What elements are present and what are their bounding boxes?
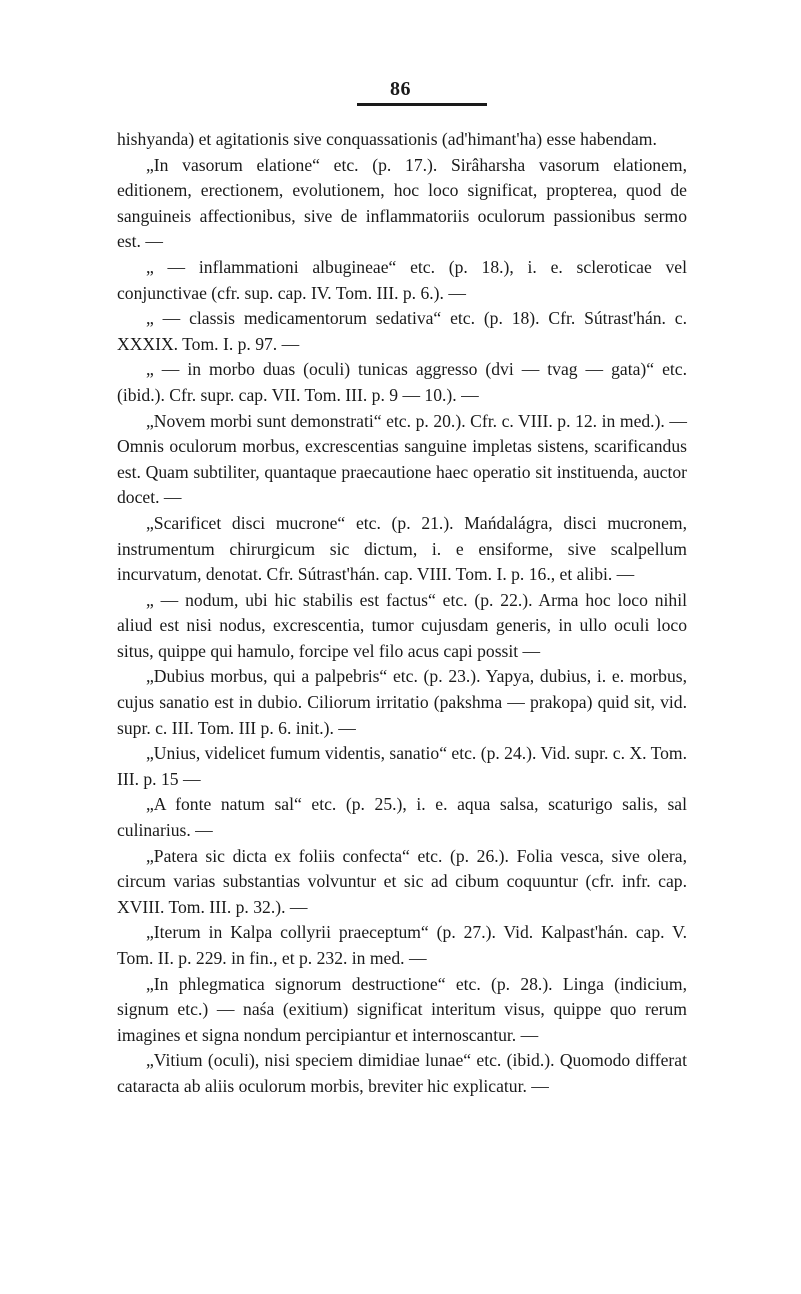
page-number: 86 [390,78,411,100]
paragraph: „Iterum in Kalpa collyrii praeceptum“ (p. 27.). Vid. Kalpast'hán. cap. V. Tom. II. p. 229. in fin., et p. 232. in med. — [117,922,687,968]
paragraph: „ — nodum, ubi hic stabilis est factus“ etc. (p. 22.). Arma hoc loco nihil aliud est nisi nodus, excrescentia, tumor cujusdam generis, in ullo oculi loco situs, quippe qui hamulo, forcipe vel filo acus capi possit — [117,589,687,661]
header-rule [357,103,487,106]
paragraph: „Vitium (oculi), nisi speciem dimidiae lunae“ etc. (ibid.). Quomodo differat cataracta ab aliis oculorum morbis, breviter hic explicatur. — [117,1050,687,1096]
paragraph: „A fonte natum sal“ etc. (p. 25.), i. e. aqua salsa, scaturigo salis, sal culinarius. — [117,794,687,841]
paragraph: „Scarificet disci mucrone“ etc. (p. 21.). Mańdalágra, disci mucronem, instrumentum chirurgicum sic dictum, i. e ensiforme, sive scalpellum incurvatum, denotat. Cfr. Sútrast'hán. cap. VIII. Tom. I. p. 16., et alibi. — [117,512,687,585]
paragraph: „In vasorum elatione“ etc. (p. 17.). Sirâharsha vasorum elationem, editionem, erectionem, evolutionem, hoc loco significat, propterea, quod de sanguineis affectionibus, sive de inflammatoriis oculorum passionibus sermo est. — [117,154,687,252]
paragraph: „Unius, videlicet fumum videntis, sanatio“ etc. (p. 24.). Vid. supr. c. X. Tom. III. p. 15 — [117,743,687,789]
paragraph: „Patera sic dicta ex foliis confecta“ etc. (p. 26.). Folia vesca, sive olera, circum varias substantias volvuntur et sic ad cibum coquuntur (cfr. infr. cap. XVIII. Tom. III. p. 32.). — [117,845,687,917]
paragraph: „Novem morbi sunt demonstrati“ etc. p. 20.). Cfr. c. VIII. p. 12. in med.). — Omnis oculorum morbus, excrescentias sanguine impletas sistens, scarificandus est. Quam subtiliter, quantaque praecautione haec operatio sit instituenda, auctor docet. — [117,410,687,508]
paragraph: „ — in morbo duas (oculi) tunicas aggresso (dvi — tvag — gata)“ etc. (ibid.). Cfr. supr. cap. VII. Tom. III. p. 9 — 10.). — [117,359,687,405]
paragraph: „ — inflammationi albugineae“ etc. (p. 18.), i. e. scleroticae vel conjunctivae (cfr. sup. cap. IV. Tom. III. p. 6.). — [117,256,687,303]
body-text [117,127,687,1100]
paragraph: „Dubius morbus, qui a palpebris“ etc. (p. 23.). Yapya, dubius, i. e. morbus, cujus sanatio est in dubio. Ciliorum irritatio (pakshma — prakopa) quid sit, vid. supr. c. III. Tom. III p. 6. init.). — [117,666,687,738]
paragraph: „In phlegmatica signorum destructione“ etc. (p. 28.). Linga (indicium, signum etc.) — naśa (exitium) significat interitum visus, quippe quo rerum imagines et signa nondum percipiantur et internoscantur. — [117,973,687,1045]
paragraph: „ — classis medicamentorum sedativa“ etc. (p. 18). Cfr. Sútrast'hán. c. XXXIX. Tom. I. p. 97. — [117,308,687,354]
paragraph: hishyanda) et agitationis sive conquassationis (ad'himant'ha) esse habendam. [117,129,657,149]
